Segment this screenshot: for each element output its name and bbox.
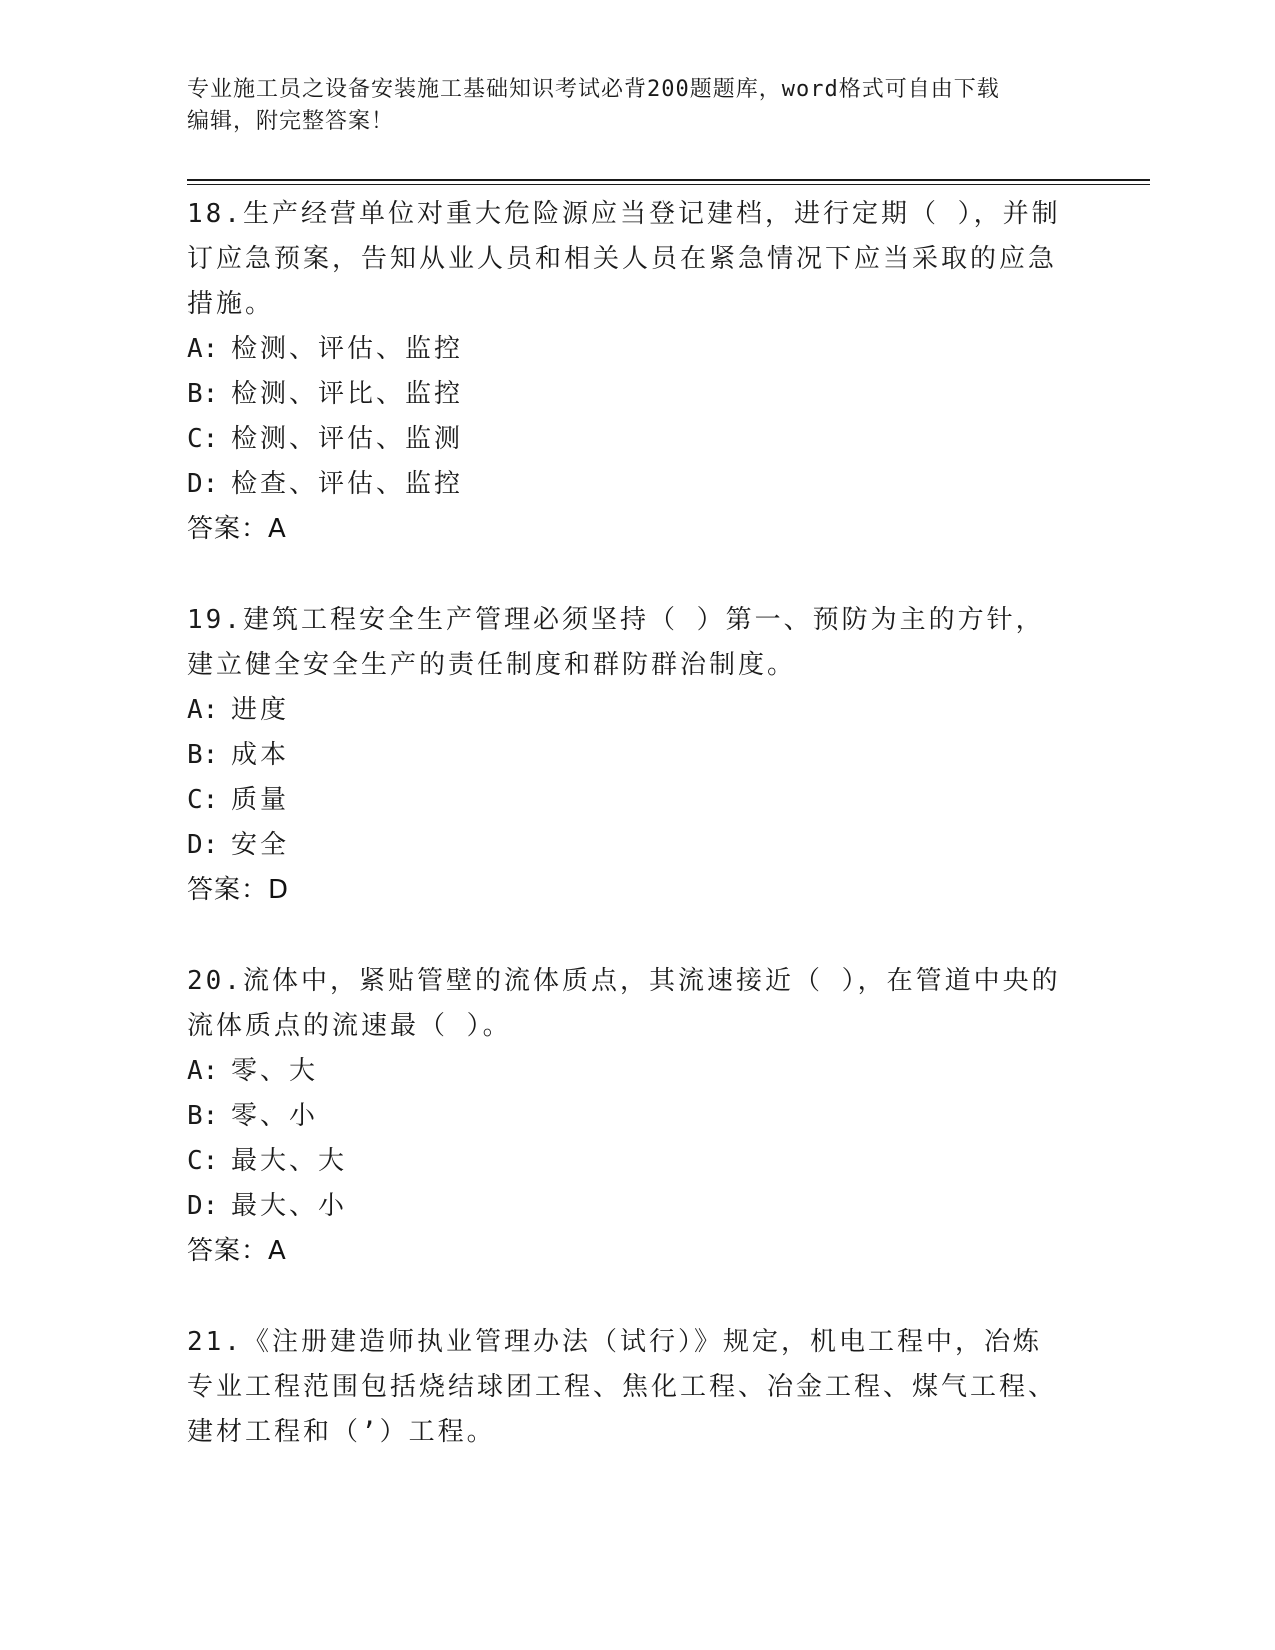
option-text: 检测、评估、监测 bbox=[231, 424, 464, 454]
option-text: 最大、大 bbox=[231, 1146, 348, 1176]
option-text: 检查、评估、监控 bbox=[231, 469, 464, 499]
option-b bbox=[187, 1094, 1067, 1139]
question-21 bbox=[187, 1320, 1067, 1455]
spacer bbox=[187, 1274, 1067, 1320]
option-a bbox=[187, 1049, 1067, 1094]
question-stem: 18.生产经营单位对重大危险源应当登记建档，进行定期（ ），并制订应急预案，告知从业人员和相关人员在紧急情况下应当采取的应急措施。 bbox=[187, 199, 1061, 319]
option-c bbox=[187, 417, 1067, 462]
option-text: 最大、小 bbox=[231, 1191, 348, 1221]
question-19 bbox=[187, 598, 1067, 913]
question-list bbox=[187, 192, 1067, 1455]
option-key: B: bbox=[187, 1101, 219, 1131]
option-key: A: bbox=[187, 695, 219, 725]
answer-line: 答案：D bbox=[187, 875, 290, 905]
option-key: C: bbox=[187, 424, 219, 454]
header-line-2: 编辑，附完整答案！ bbox=[187, 109, 395, 134]
option-d bbox=[187, 823, 1067, 868]
question-18 bbox=[187, 192, 1067, 552]
answer-line: 答案：A bbox=[187, 514, 287, 544]
option-a bbox=[187, 327, 1067, 372]
spacer bbox=[187, 913, 1067, 959]
question-20 bbox=[187, 959, 1067, 1274]
option-text: 进度 bbox=[231, 695, 290, 725]
option-text: 零、大 bbox=[231, 1056, 319, 1086]
option-text: 检测、评估、监控 bbox=[231, 334, 464, 364]
answer-line: 答案：A bbox=[187, 1236, 287, 1266]
option-key: D: bbox=[187, 830, 219, 860]
spacer bbox=[187, 552, 1067, 598]
option-c bbox=[187, 1139, 1067, 1184]
option-key: B: bbox=[187, 740, 219, 770]
document-header bbox=[187, 74, 1067, 138]
option-d bbox=[187, 1184, 1067, 1229]
option-text: 检测、评比、监控 bbox=[231, 379, 464, 409]
option-text: 安全 bbox=[231, 830, 290, 860]
header-divider bbox=[187, 179, 1150, 185]
question-stem: 19.建筑工程安全生产管理必须坚持（ ）第一、预防为主的方针，建立健全安全生产的责任制度和群防群治制度。 bbox=[187, 605, 1045, 680]
option-text: 零、小 bbox=[231, 1101, 319, 1131]
question-stem: 21.《注册建造师执业管理办法（试行）》规定，机电工程中，冶炼专业工程范围包括烧结球团工程、焦化工程、冶金工程、煤气工程、建材工程和（’）工程。 bbox=[187, 1327, 1058, 1447]
option-d bbox=[187, 462, 1067, 507]
option-key: C: bbox=[187, 1146, 219, 1176]
option-key: D: bbox=[187, 1191, 219, 1221]
header-line-1: 专业施工员之设备安装施工基础知识考试必背200题题库，word格式可自由下载 bbox=[187, 77, 1000, 102]
option-key: C: bbox=[187, 785, 219, 815]
option-c bbox=[187, 778, 1067, 823]
option-b bbox=[187, 733, 1067, 778]
option-a bbox=[187, 688, 1067, 733]
option-key: B: bbox=[187, 379, 219, 409]
option-key: A: bbox=[187, 1056, 219, 1086]
option-b bbox=[187, 372, 1067, 417]
option-text: 质量 bbox=[231, 785, 290, 815]
option-text: 成本 bbox=[231, 740, 290, 770]
option-key: A: bbox=[187, 334, 219, 364]
question-stem: 20.流体中，紧贴管壁的流体质点，其流速接近（ ），在管道中央的流体质点的流速最（ ）。 bbox=[187, 966, 1061, 1041]
option-key: D: bbox=[187, 469, 219, 499]
